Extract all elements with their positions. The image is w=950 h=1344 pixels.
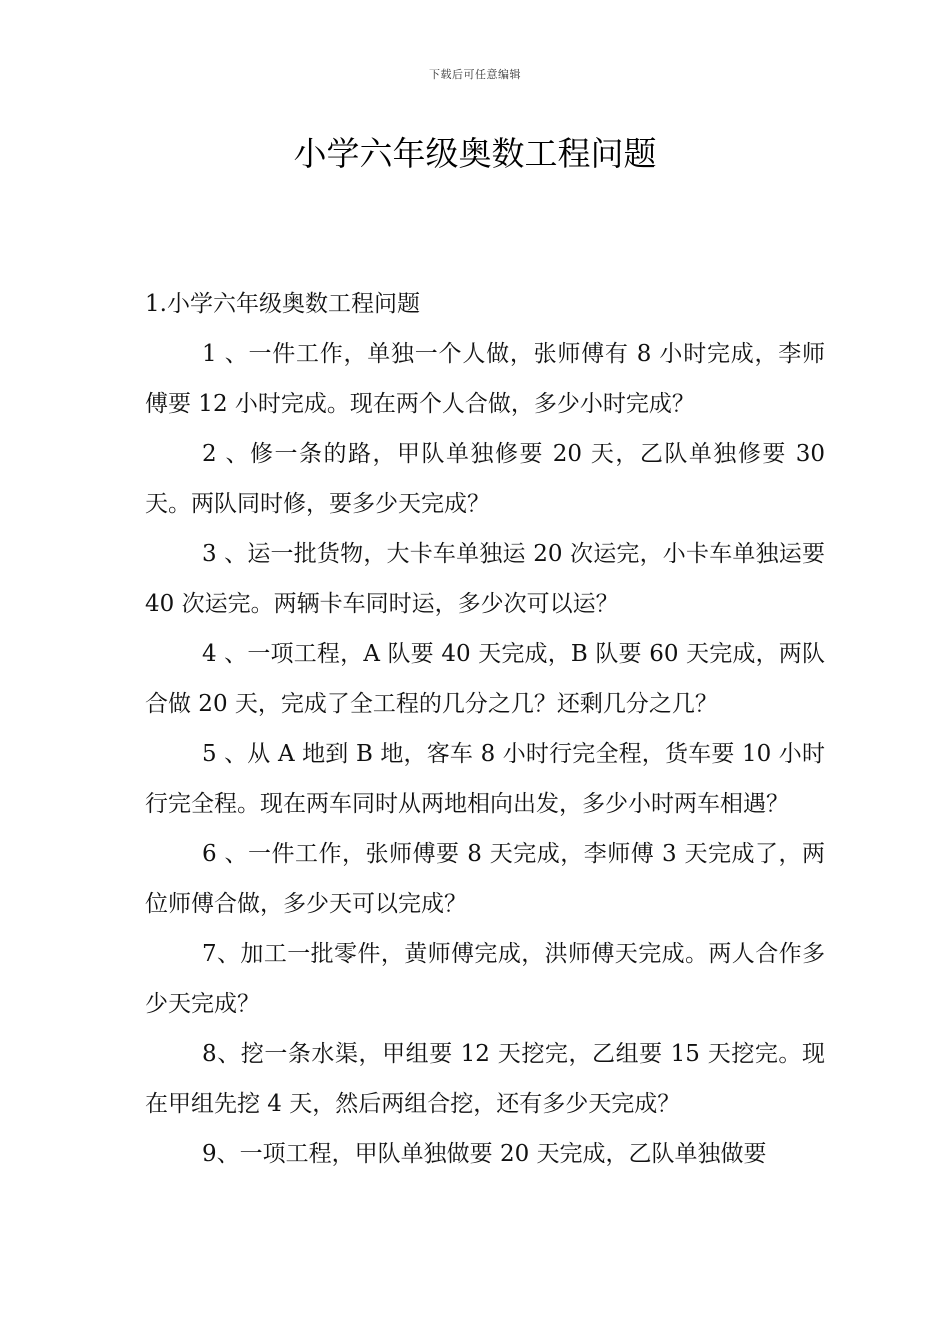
- problem-6: 6 、一件工作，张师傅要 8 天完成，李师傅 3 天完成了，两位师傅合做，多少天可以完成？: [145, 841, 825, 917]
- problem-2: 2 、修一条的路，甲队单独修要 20 天，乙队单独修要 30 天。两队同时修，要多少天完成？: [145, 441, 825, 517]
- document-body: [145, 279, 825, 1179]
- section-heading: 1.小学六年级奥数工程问题: [145, 291, 420, 317]
- problem-9: 9、一项工程，甲队单独做要 20 天完成，乙队单独做要: [202, 1141, 767, 1167]
- document-title: 小学六年级奥数工程问题: [293, 134, 657, 173]
- problem-5: 5 、从 A 地到 B 地，客车 8 小时行完全程，货车要 10 小时行完全程。现在两车同时从两地相向出发，多少小时两车相遇？: [145, 741, 825, 817]
- problem-4: 4 、一项工程，A 队要 40 天完成，B 队要 60 天完成，两队合做 20 天，完成了全工程的几分之几？还剩几分之几？: [145, 641, 825, 717]
- problem-8: 8、挖一条水渠，甲组要 12 天挖完，乙组要 15 天挖完。现在甲组先挖 4 天，然后两组合挖，还有多少天完成？: [145, 1041, 825, 1117]
- problem-7: 7、加工一批零件，黄师傅完成，洪师傅天完成。两人合作多少天完成？: [145, 941, 825, 1017]
- header-note: 下载后可任意编辑: [429, 68, 521, 81]
- problem-1: 1 、一件工作，单独一个人做，张师傅有 8 小时完成，李师傅要 12 小时完成。现在两个人合做，多少小时完成？: [145, 341, 825, 417]
- problem-3: 3 、运一批货物，大卡车单独运 20 次运完，小卡车单独运要 40 次运完。两辆卡车同时运，多少次可以运？: [145, 541, 825, 617]
